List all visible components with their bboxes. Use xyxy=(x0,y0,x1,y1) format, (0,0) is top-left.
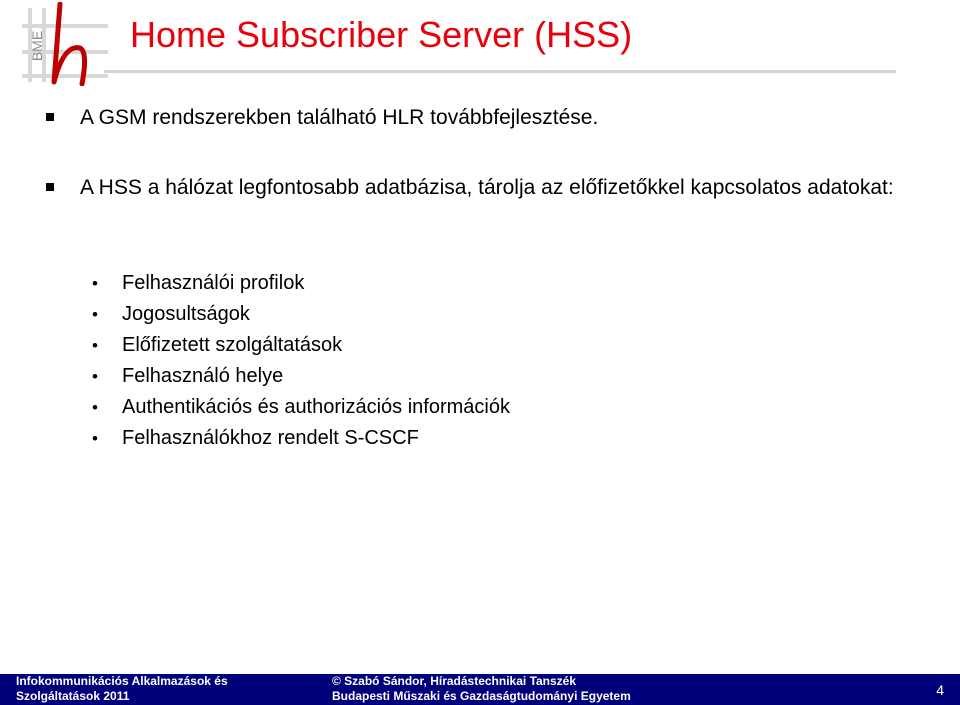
list-item: • Authentikációs és authorizációs információk xyxy=(122,392,510,423)
bullet-item xyxy=(80,103,940,133)
page-number: 4 xyxy=(936,682,944,698)
footer-course xyxy=(16,674,228,704)
list-item: • Felhasználói profilok xyxy=(122,268,510,299)
list-item: • Felhasználókhoz rendelt S-CSCF xyxy=(122,423,510,454)
footer-author-line2: Budapesti Műszaki és Gazdaságtudományi Egyetem xyxy=(332,689,631,703)
footer-course-line1: Infokommunikációs Alkalmazások és xyxy=(16,674,228,688)
bullet-item xyxy=(80,173,940,203)
title-divider xyxy=(104,70,896,73)
sub-bullet-list xyxy=(122,268,510,454)
bme-logo xyxy=(20,2,110,86)
square-bullet-icon xyxy=(46,113,54,121)
list-item: • Előfizetett szolgáltatások xyxy=(122,330,510,361)
bullet-text: A HSS a hálózat legfontosabb adatbázisa, tárolja az előfizetőkkel kapcsolatos adatokat: xyxy=(80,176,894,199)
bullet-text: A GSM rendszerekben található HLR továbbfejlesztése. xyxy=(80,106,599,129)
footer-bar xyxy=(0,674,960,705)
footer-author-line1: © Szabó Sándor, Híradástechnikai Tanszék xyxy=(332,674,577,688)
logo-text: BME xyxy=(29,30,45,62)
footer-author xyxy=(332,674,631,704)
square-bullet-icon xyxy=(46,183,54,191)
slide-title: Home Subscriber Server (HSS) xyxy=(130,14,633,55)
list-item: • Jogosultságok xyxy=(122,299,510,330)
footer-course-line2: Szolgáltatások 2011 xyxy=(16,689,130,703)
list-item: • Felhasználó helye xyxy=(122,361,510,392)
